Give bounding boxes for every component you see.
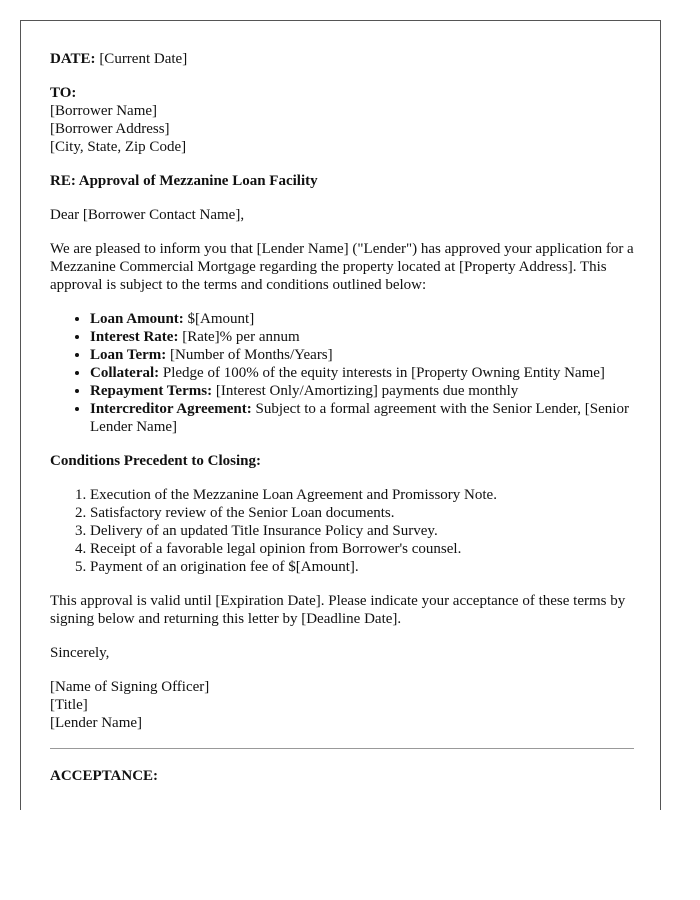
list-item-condition: 2. Satisfactory review of the Senior Loan documents. <box>90 504 634 522</box>
loan-terms-list <box>50 310 634 436</box>
acceptance-heading <box>50 767 634 785</box>
term-value: Subject to a formal agreement with the Senior Lender, [Senior Lender Name] <box>90 401 629 435</box>
list-item-loan-term <box>90 346 634 364</box>
conditions-list <box>50 486 634 576</box>
term-label: Collateral: <box>90 365 160 381</box>
conditions-heading-text: Conditions Precedent to Closing: <box>50 453 261 469</box>
salutation: Dear [Borrower Contact Name], <box>50 207 245 223</box>
term-label: Loan Term: <box>90 347 167 363</box>
signature-block <box>50 678 634 732</box>
list-item-condition: 1. Execution of the Mezzanine Loan Agreement and Promissory Note. <box>90 486 634 504</box>
date-value: [Current Date] <box>95 51 188 67</box>
list-item-loan-amount <box>90 310 634 328</box>
to-label: TO: <box>50 85 77 101</box>
intro-paragraph: We are pleased to inform you that [Lender Name] ("Lender") has approved your application for a Mezzanine Commercial Mortgage regarding the property located at [Property Address]. This approval is subject to the terms and conditions outlined below: <box>50 241 634 293</box>
subject-line <box>50 172 634 190</box>
term-label: Loan Amount: <box>90 311 184 327</box>
term-value: [Interest Only/Amortizing] payments due monthly <box>212 383 519 399</box>
signing-officer-title: [Title] <box>50 697 88 713</box>
signing-officer-name: [Name of Signing Officer] <box>50 679 210 695</box>
list-item-repayment-terms <box>90 382 634 400</box>
term-label: Intercreditor Agreement: <box>90 401 252 417</box>
conditions-heading <box>50 452 634 470</box>
letter-content <box>50 50 634 801</box>
term-value: $[Amount] <box>183 311 255 327</box>
list-item-condition: 3. Delivery of an updated Title Insurance Policy and Survey. <box>90 522 634 540</box>
borrower-name: [Borrower Name] <box>50 103 158 119</box>
borrower-city-state-zip: [City, State, Zip Code] <box>50 139 187 155</box>
borrower-address: [Borrower Address] <box>50 121 170 137</box>
list-item-condition: 5. Payment of an origination fee of $[Amount]. <box>90 558 634 576</box>
date-line <box>50 50 634 68</box>
subject-text: RE: Approval of Mezzanine Loan Facility <box>50 173 318 189</box>
list-item-condition: 4. Receipt of a favorable legal opinion from Borrower's counsel. <box>90 540 634 558</box>
term-label: Repayment Terms: <box>90 383 213 399</box>
acceptance-heading-text: ACCEPTANCE: <box>50 768 159 784</box>
term-value: [Number of Months/Years] <box>166 347 333 363</box>
recipient-block <box>50 84 634 156</box>
list-item-interest-rate <box>90 328 634 346</box>
date-label: DATE: <box>50 51 96 67</box>
term-value: [Rate]% per annum <box>178 329 300 345</box>
list-item-intercreditor-agreement <box>90 400 634 436</box>
section-divider <box>50 748 634 749</box>
list-item-collateral <box>90 364 634 382</box>
term-label: Interest Rate: <box>90 329 179 345</box>
letter-page <box>20 20 661 810</box>
closing: Sincerely, <box>50 645 110 661</box>
term-value: Pledge of 100% of the equity interests in [Property Owning Entity Name] <box>159 365 605 381</box>
lender-name: [Lender Name] <box>50 715 143 731</box>
validity-paragraph: This approval is valid until [Expiration Date]. Please indicate your acceptance of these terms by signing below and returning this letter by [Deadline Date]. <box>50 593 626 627</box>
